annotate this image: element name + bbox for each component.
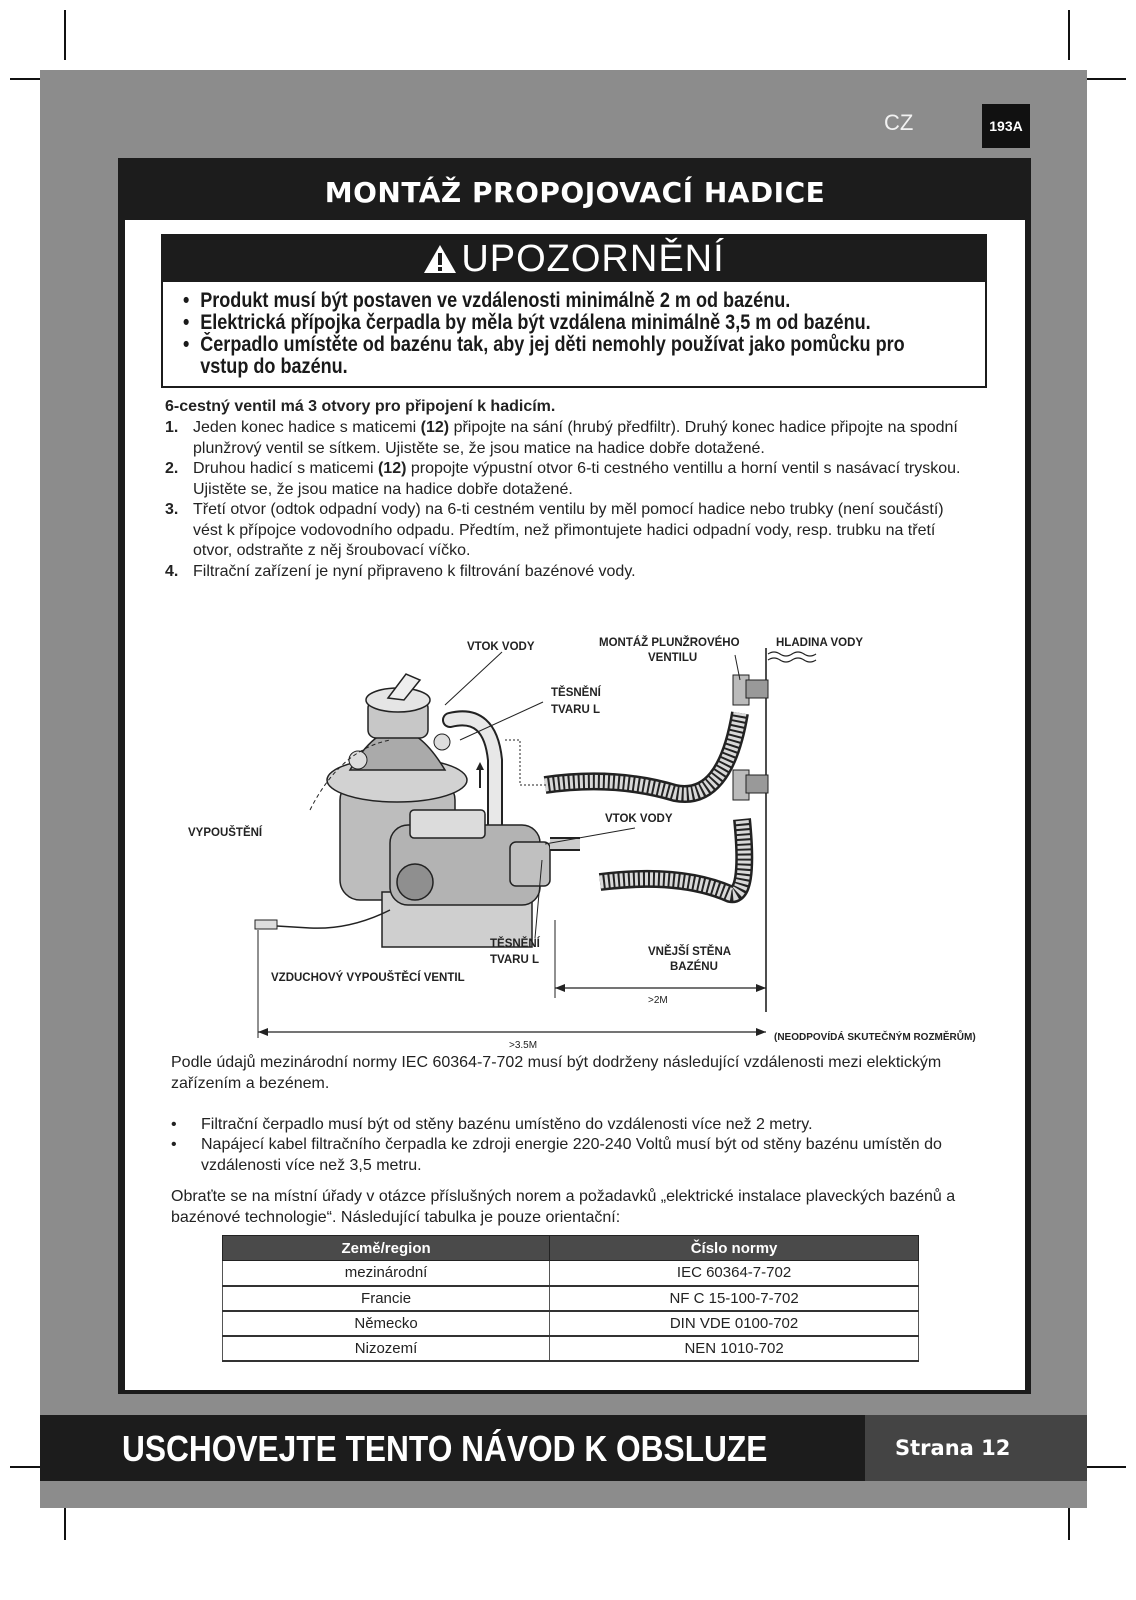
label-water-inlet-bottom: VTOK VODY xyxy=(605,813,673,825)
table-row: Francie NF C 15-100-7-702 xyxy=(223,1286,919,1311)
page-code-badge: 193A xyxy=(982,104,1030,148)
label-distance-35m: >3.5M xyxy=(509,1040,538,1051)
section-title: MONTÁŽ PROPOJOVACÍ HADICE xyxy=(125,166,1025,218)
label-water-inlet-top: VTOK VODY xyxy=(467,641,535,653)
crop-mark xyxy=(1086,1466,1126,1468)
authority-paragraph: Obraťte se na místní úřady v otázce příslušných norem a požadavků „elektrické instalace plaveckých bazénů a bazénové technologie“. Následující tabulka je pouze orientační: xyxy=(171,1188,956,1226)
language-code: CZ xyxy=(884,110,914,135)
crop-mark xyxy=(1068,10,1070,60)
crop-mark xyxy=(1086,78,1126,80)
warning-item: • Elektrická přípojka čerpadla by měla být vzdálena minimálně 3,5 m od bazénu. xyxy=(183,311,871,334)
norm-paragraph: Podle údajů mezinárodní normy IEC 60364-7-702 musí být dodrženy následující vzdálenosti mezi elektickým zařízením a bezénem. xyxy=(171,1054,942,1092)
installation-diagram xyxy=(160,620,1020,1060)
bullet-item: • Filtrační čerpadlo musí být od stěny bazénu umístěno do vzdálenosti více než 2 metry. xyxy=(171,1116,813,1133)
steps-list xyxy=(165,418,965,582)
pump-icon xyxy=(382,810,550,947)
norm-table xyxy=(222,1235,919,1362)
label-l-seal-top: TĚSNĚNÍ xyxy=(551,687,601,699)
label-outer-pool-wall: VNĚJŠÍ STĚNA xyxy=(648,946,732,958)
table-header-cell: Země/region xyxy=(223,1236,550,1261)
label-plunger-valve-mount: MONTÁŽ PLUNŽROVÉHO xyxy=(599,637,740,649)
table-row: Německo DIN VDE 0100-702 xyxy=(223,1311,919,1336)
label-l-seal-bottom-2: TVARU L xyxy=(490,954,539,966)
warning-list xyxy=(163,282,985,378)
step-item: 3. Třetí otvor (odtok odpadní vody) na 6-ti cestném ventilu by měl pomocí hadice nebo trubky (není součástí) vést k přípojce vodovodního odpadu. Předtím, než přimontujete hadici odpadní vody, resp. trubku na třetí otvor, odstraňte z něj šroubovací víčko. xyxy=(165,501,944,559)
warning-box xyxy=(161,234,987,388)
water-surface-icon xyxy=(768,652,816,656)
intro-heading: 6-cestný ventil má 3 otvory pro připojení k hadicím. xyxy=(165,398,556,415)
page-number: Strana 12 xyxy=(865,1415,1087,1481)
label-outer-pool-wall-2: BAZÉNU xyxy=(670,961,718,973)
warning-header xyxy=(163,236,985,282)
label-drain: VYPOUŠTĚNÍ xyxy=(188,827,263,839)
table-header-cell: Číslo normy xyxy=(550,1236,919,1261)
bullet-item: • Napájecí kabel filtračního čerpadla ke zdroji energie 220-240 Voltů musí být od stěny bazénu umístěn do vzdálenosti více než 3,5 metru. xyxy=(171,1136,942,1174)
table-header-row xyxy=(223,1236,919,1261)
warning-item: • Čerpadlo umístěte od bazénu tak, aby jej děti nemohly používat jako pomůcku pro xyxy=(183,333,905,356)
warning-item-continuation: vstup do bazénu. xyxy=(200,355,348,378)
plunger-valve-upper-icon xyxy=(733,675,768,705)
step-item: 2. Druhou hadicí s maticemi (12) propojte výpustní otvor 6-ti cestného ventillu a horní ventil s nasávací tryskou. Ujistěte se, že jsou matice na hadice dobře dotažené. xyxy=(165,460,961,498)
crop-mark xyxy=(64,10,66,60)
label-l-seal-top-2: TVARU L xyxy=(551,704,600,716)
step-item: 1. Jeden konec hadice s maticemi (12) připojte na sání (hrubý předfiltr). Druhý konec hadice připojte na spodní plunžrový ventil se sítkem. Ujistěte se, že jsou matice na hadice dobře dotažené. xyxy=(165,419,958,457)
warning-item: • Produkt musí být postaven ve vzdálenosti minimálně 2 m od bazénu. xyxy=(183,289,791,312)
plunger-valve-lower-icon xyxy=(733,770,768,800)
footer-title: USCHOVEJTE TENTO NÁVOD K OBSLUZE xyxy=(122,1428,768,1469)
warning-title: UPOZORNĚNÍ xyxy=(461,237,725,280)
warning-triangle-icon xyxy=(423,244,457,274)
label-plunger-valve-mount-2: VENTILU xyxy=(648,652,698,664)
label-l-seal-bottom: TĚSNĚNÍ xyxy=(490,938,540,950)
table-row: Nizozemí NEN 1010-702 xyxy=(223,1336,919,1361)
table-row: mezinárodní IEC 60364-7-702 xyxy=(223,1261,919,1286)
power-cable xyxy=(260,910,390,928)
label-water-level: HLADINA VODY xyxy=(776,637,864,649)
label-scale-note: (NEODPOVÍDÁ SKUTEČNÝM ROZMĚRŮM) xyxy=(774,1032,976,1043)
label-distance-2m: >2M xyxy=(648,995,668,1006)
step-item: 4. Filtrační zařízení je nyní připraveno k filtrování bazénové vody. xyxy=(165,562,636,580)
label-air-release-valve: VZDUCHOVÝ VYPOUŠTĚCÍ VENTIL xyxy=(271,972,465,984)
